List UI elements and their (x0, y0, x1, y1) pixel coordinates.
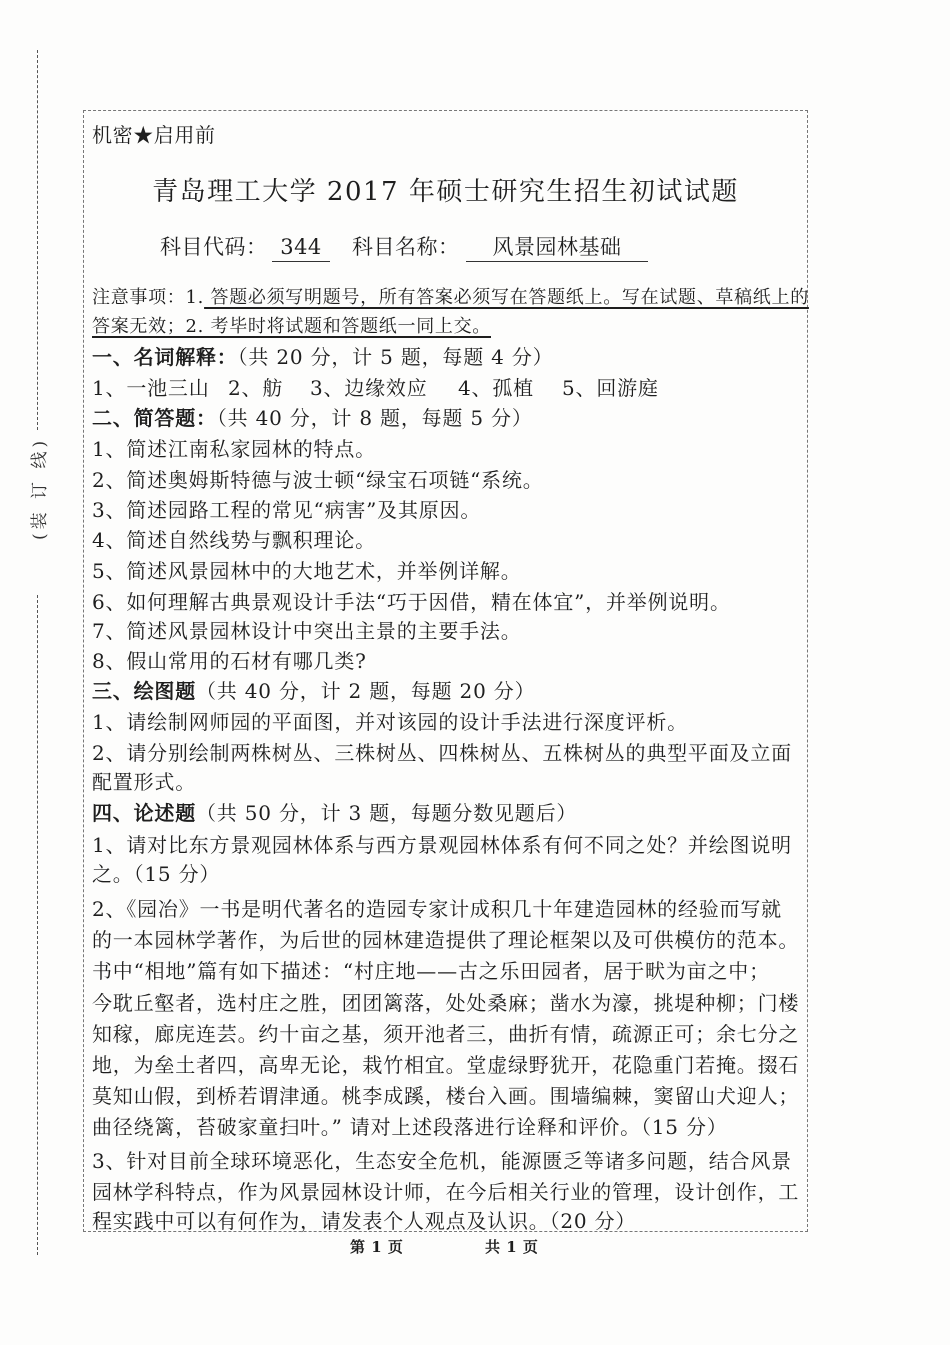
notice-text-2: 答案无效；2. 考毕时将试题和答题纸一同上交。 (92, 316, 491, 337)
question-line: 3、简述园路工程的常见“病害”及其原因。 (92, 498, 482, 522)
exam-title: 青岛理工大学 2017 年硕士研究生招生初试试题 (152, 177, 739, 207)
question-line: 之。（15 分） (92, 862, 221, 886)
section-title: 四、论述题 (92, 801, 196, 825)
question-line: 6、如何理解古典景观设计手法“巧于因借，精在体宜”，并举例说明。 (92, 590, 731, 614)
binding-line-label: (装 订 线) (30, 436, 50, 540)
question-line: 5、简述风景园林中的大地艺术，并举例详解。 (92, 559, 522, 583)
binding-dashed-line-top (37, 50, 38, 430)
subject-code: 344 (272, 233, 330, 262)
question-line: 7、简述风景园林设计中突出主景的主要手法。 (92, 619, 522, 643)
section-title: 三、绘图题 (92, 679, 196, 703)
section-title: 二、简答题： (92, 406, 217, 430)
subject-name: 风景园林基础 (466, 233, 648, 262)
term-item: 1、一池三山 (92, 376, 210, 400)
question-line: 2、《园冶》一书是明代著名的造园专家计成积几十年建造园林的经验而写就 (92, 897, 782, 921)
terms-row (0, 376, 950, 400)
notice-number: 1. (185, 287, 205, 308)
question-line: 2、请分别绘制两株树丛、三株树丛、四株树丛、五株树丛的典型平面及立面 (92, 741, 792, 765)
section-heading-3 (92, 679, 535, 703)
term-item: 2、舫 (228, 376, 284, 400)
subject-code-label: 科目代码： (160, 235, 268, 259)
question-line: 3、针对目前全球环境恶化，生态安全危机，能源匮乏等诸多问题，结合风景 (92, 1149, 792, 1173)
question-line: 曲径绕篱，苔破家童扫叶。” 请对上述段落进行诠释和评价。（15 分） (92, 1115, 728, 1139)
section-info: （共 40 分，计 2 题，每题 20 分） (196, 679, 536, 703)
page-number: 第 1 页 (350, 1238, 404, 1256)
question-line: 程实践中可以有何作为，请发表个人观点及认识。（20 分） (92, 1209, 637, 1233)
question-line: 8、假山常用的石材有哪几类? (92, 649, 367, 673)
subject-name-label: 科目名称： (352, 235, 460, 259)
question-line: 今耽丘壑者，选村庄之胜，团团篱落，处处桑麻；凿水为濠，挑堤种柳；门楼 (92, 991, 800, 1015)
section-heading-4 (92, 801, 577, 825)
page-total: 共 1 页 (485, 1238, 539, 1256)
question-line: 知稼，廊庑连芸。约十亩之基，须开池者三，曲折有情，疏源正可；余七分之 (92, 1022, 800, 1046)
question-line: 地，为垒土者四，高卑无论，栽竹相宜。堂虚绿野犹开，花隐重门若掩。掇石 (92, 1053, 800, 1077)
binding-dashed-line-bottom (37, 595, 38, 1255)
notice-text-1: 答题必须写明题号，所有答案必须写在答题纸上。写在试题、草稿纸上的 (204, 287, 809, 308)
question-line: 1、请对比东方景观园林体系与西方景观园林体系有何不同之处？并绘图说明 (92, 833, 792, 857)
term-item: 4、孤植 (458, 376, 534, 400)
question-line: 4、简述自然线势与飘积理论。 (92, 528, 376, 552)
question-line: 1、简述江南私家园林的特点。 (92, 437, 376, 461)
section-title: 一、名词解释： (92, 345, 238, 369)
section-heading-1 (92, 345, 553, 369)
section-info: （共 40 分，计 8 题，每题 5 分） (216, 406, 533, 430)
section-info: （共 20 分，计 5 题，每题 4 分） (237, 345, 554, 369)
question-line: 配置形式。 (92, 770, 196, 794)
question-line: 的一本园林学著作，为后世的园林建造提供了理论框架以及可供模仿的范本。 (92, 928, 800, 952)
question-line: 书中“相地”篇有如下描述：“村庄地——古之乐田园者，居于畎为亩之中； (92, 959, 770, 983)
question-line: 2、简述奥姆斯特德与波士顿“绿宝石项链“系统。 (92, 468, 544, 492)
question-line: 园林学科特点，作为风景园林设计师，在今后相关行业的管理，设计创作，工 (92, 1180, 800, 1204)
confidential-mark: 机密★启用前 (92, 123, 216, 147)
notice-label: 注意事项： (92, 287, 186, 308)
term-item: 5、回游庭 (562, 376, 659, 400)
section-info: （共 50 分，计 3 题，每题分数见题后） (196, 801, 578, 825)
question-line: 莫知山假，到桥若谓津通。桃李成蹊，楼台入画。围墙编棘，窦留山犬迎人； (92, 1084, 800, 1108)
question-line: 1、请绘制网师园的平面图，并对该园的设计手法进行深度评析。 (92, 710, 688, 734)
section-heading-2 (92, 406, 533, 430)
notice-line-1 (92, 286, 809, 310)
notice-line-2 (92, 315, 491, 339)
term-item: 3、边缘效应 (310, 376, 428, 400)
